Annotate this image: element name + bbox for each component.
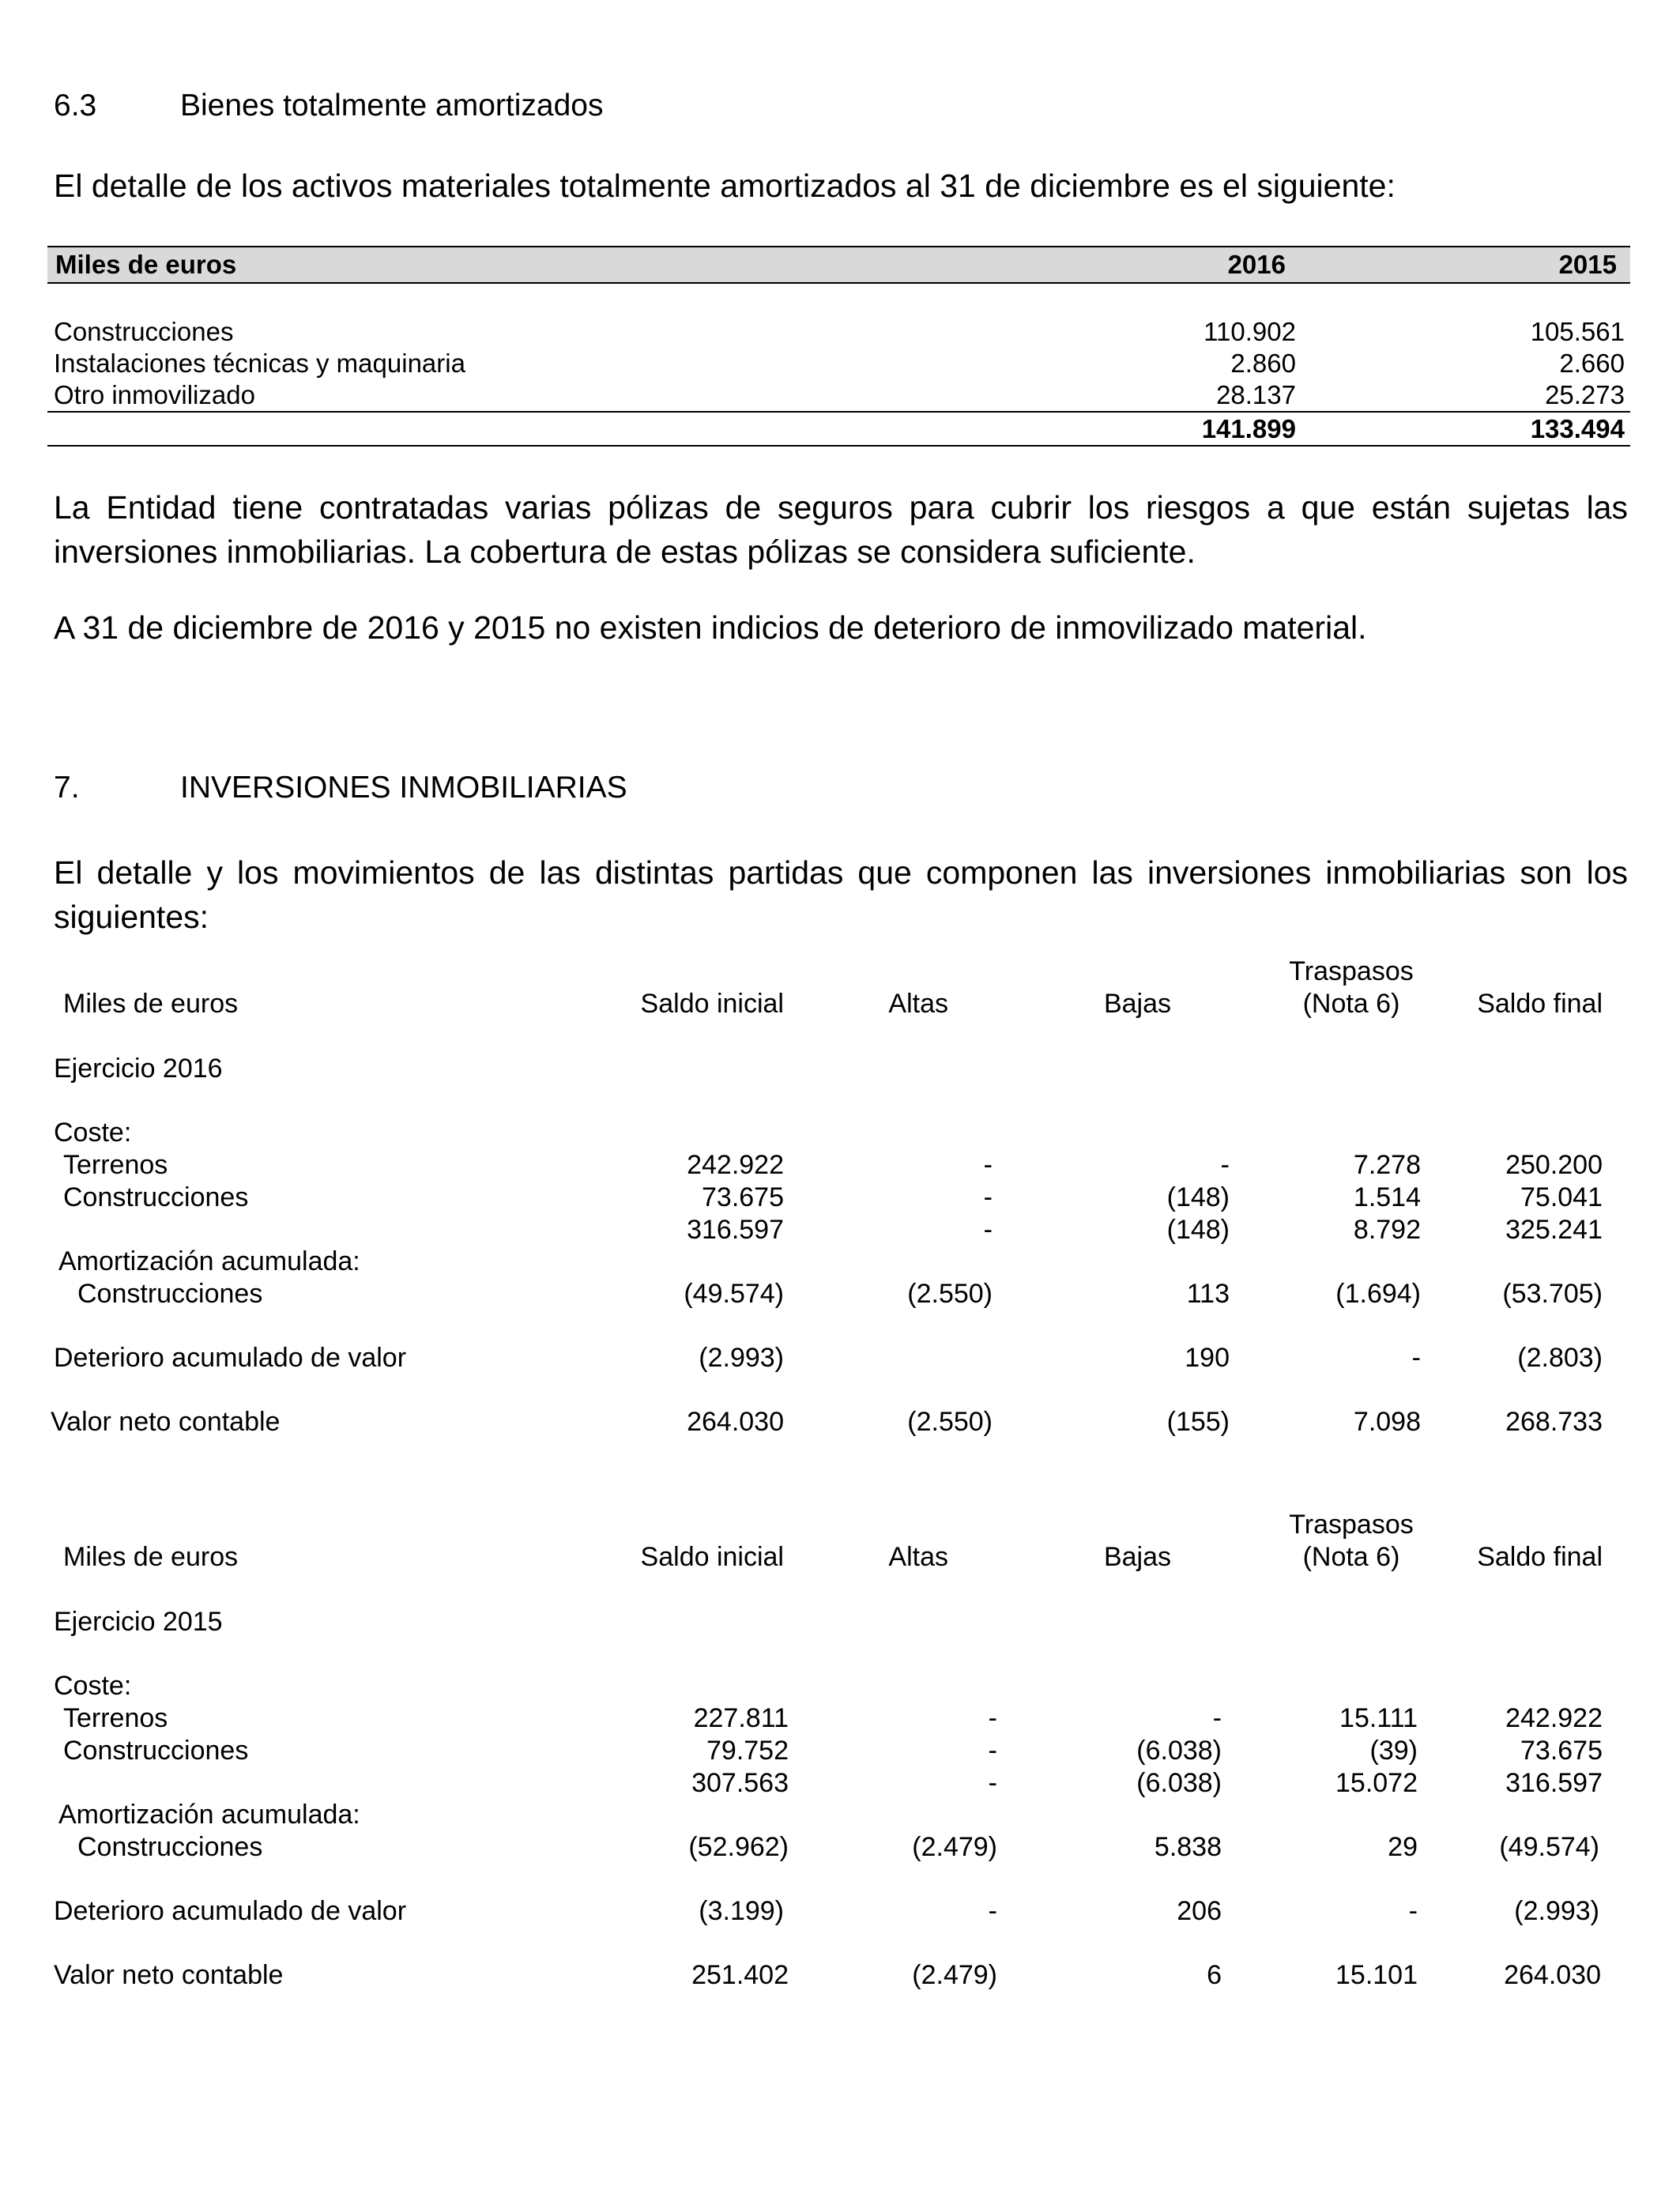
row-label: Terrenos [63, 1150, 168, 1180]
row-label: Terrenos [63, 1703, 168, 1733]
cell-saldo-inicial: 227.811 [693, 1703, 789, 1733]
cell-bajas: 6 [1207, 1960, 1222, 1990]
table-header-band [47, 247, 1630, 283]
row-value-2016: 2.860 [1230, 349, 1296, 378]
cell-saldo-inicial: (49.574) [684, 1279, 784, 1309]
cell-altas: (2.479) [912, 1832, 997, 1862]
row-value-2016: 110.902 [1203, 317, 1296, 346]
cell-saldo-inicial: 316.597 [687, 1215, 784, 1245]
cell-saldo-final: 325.241 [1505, 1215, 1603, 1245]
table-total-rule-top [47, 411, 1630, 413]
cell-saldo-final: 75.041 [1520, 1182, 1603, 1212]
section-7-intro: El detalle y los movimientos de las distintas partidas que componen las inversiones inmobiliarias son los siguientes: [54, 854, 1628, 935]
row-label: Valor neto contable [51, 1407, 281, 1437]
cell-bajas: 206 [1177, 1896, 1222, 1926]
row-label: Instalaciones técnicas y maquinaria [54, 349, 465, 378]
total-2015: 133.494 [1530, 414, 1625, 443]
cell-traspasos: 15.101 [1335, 1960, 1418, 1990]
cell-bajas: (148) [1166, 1182, 1230, 1212]
col-traspasos-line1: Traspasos [1289, 956, 1414, 986]
cell-altas: (2.550) [907, 1407, 993, 1437]
col-bajas: Bajas [1103, 989, 1171, 1019]
col-altas: Altas [888, 989, 948, 1019]
section-number-7: 7. [54, 771, 80, 805]
cell-traspasos: 8.792 [1353, 1215, 1421, 1245]
cell-saldo-final: 242.922 [1505, 1703, 1603, 1733]
cell-saldo-inicial: (3.199) [699, 1896, 784, 1926]
col-traspasos-line2: (Nota 6) [1302, 1542, 1400, 1572]
section-6-3-intro: El detalle de los activos materiales totalmente amortizados al 31 de diciembre es el siguiente: [54, 168, 1396, 204]
cell-bajas: (6.038) [1136, 1768, 1222, 1798]
cell-saldo-inicial: 73.675 [702, 1182, 784, 1212]
cell-traspasos: 15.111 [1339, 1703, 1418, 1733]
cell-bajas: 113 [1186, 1279, 1230, 1309]
paragraph-seguros: La Entidad tiene contratadas varias pólizas de seguros para cubrir los riesgos a que están sujetas las inversiones inmobiliarias. La cobertura de estas pólizas se considera suficiente. [54, 489, 1628, 570]
table-header-2015: 2015 [1558, 250, 1617, 279]
amortizacion-label: Amortización acumulada: [58, 1246, 360, 1276]
total-2016: 141.899 [1201, 414, 1296, 443]
cell-saldo-final: 73.675 [1520, 1736, 1603, 1766]
section-title-7: INVERSIONES INMOBILIARIAS [180, 771, 627, 805]
col-traspasos-line1: Traspasos [1289, 1510, 1414, 1540]
cell-traspasos: 7.278 [1353, 1150, 1421, 1180]
row-label: Construcciones [54, 317, 234, 346]
cell-altas: - [983, 1150, 993, 1180]
cell-saldo-final: (2.993) [1514, 1896, 1599, 1926]
cell-bajas: (155) [1166, 1407, 1230, 1437]
cell-saldo-inicial: (52.962) [688, 1832, 789, 1862]
table-header-2016: 2016 [1227, 250, 1286, 279]
cell-saldo-inicial: 264.030 [687, 1407, 784, 1437]
section-number-6-3: 6.3 [54, 89, 97, 123]
row-label: Otro inmovilizado [54, 380, 255, 409]
row-label: Construcciones [63, 1182, 249, 1212]
col-label: Miles de euros [63, 989, 239, 1019]
cell-altas: (2.550) [907, 1279, 993, 1309]
table-header-label: Miles de euros [55, 250, 237, 279]
cell-altas: - [988, 1896, 997, 1926]
col-bajas: Bajas [1103, 1542, 1171, 1572]
cell-saldo-inicial: (2.993) [699, 1343, 784, 1373]
ejercicio-label: Ejercicio 2015 [54, 1607, 223, 1637]
cell-saldo-inicial: 79.752 [706, 1736, 789, 1766]
section-title-6-3: Bienes totalmente amortizados [180, 89, 604, 123]
row-label: Deterioro acumulado de valor [54, 1896, 407, 1926]
col-saldo-final: Saldo final [1477, 989, 1603, 1019]
row-value-2015: 2.660 [1559, 349, 1625, 378]
cell-saldo-inicial: 242.922 [687, 1150, 784, 1180]
cell-bajas: - [1220, 1150, 1230, 1180]
coste-label: Coste: [54, 1671, 132, 1701]
cell-bajas: 5.838 [1154, 1832, 1222, 1862]
table-header-rule [47, 282, 1630, 284]
row-value-2016: 28.137 [1216, 380, 1296, 409]
table-total-rule-bottom [47, 445, 1630, 447]
ejercicio-label: Ejercicio 2016 [54, 1054, 223, 1084]
cell-bajas: (148) [1166, 1215, 1230, 1245]
cell-saldo-final: (49.574) [1499, 1832, 1599, 1862]
cell-saldo-final: 250.200 [1505, 1150, 1603, 1180]
cell-traspasos: (39) [1369, 1736, 1418, 1766]
col-traspasos-line2: (Nota 6) [1302, 989, 1400, 1019]
row-value-2015: 105.561 [1530, 317, 1625, 346]
row-label: Construcciones [77, 1832, 263, 1862]
cell-traspasos: 29 [1388, 1832, 1418, 1862]
row-label: Construcciones [63, 1736, 249, 1766]
cell-altas: - [983, 1215, 993, 1245]
col-saldo-inicial: Saldo inicial [640, 989, 784, 1019]
cell-saldo-final: 264.030 [1504, 1960, 1601, 1990]
col-label: Miles de euros [63, 1542, 239, 1572]
cell-altas: - [988, 1768, 997, 1798]
cell-traspasos: 1.514 [1353, 1182, 1421, 1212]
cell-altas: (2.479) [912, 1960, 997, 1990]
cell-saldo-inicial: 251.402 [691, 1960, 789, 1990]
cell-altas: - [983, 1182, 993, 1212]
cell-saldo-inicial: 307.563 [691, 1768, 789, 1798]
col-saldo-inicial: Saldo inicial [640, 1542, 784, 1572]
row-label: Valor neto contable [54, 1960, 284, 1990]
row-label: Construcciones [77, 1279, 263, 1309]
cell-saldo-final: (2.803) [1517, 1343, 1603, 1373]
coste-label: Coste: [54, 1118, 132, 1148]
cell-altas: - [988, 1703, 997, 1733]
cell-traspasos: - [1411, 1343, 1421, 1373]
cell-saldo-final: 268.733 [1505, 1407, 1603, 1437]
cell-traspasos: - [1408, 1896, 1418, 1926]
cell-bajas: - [1212, 1703, 1222, 1733]
col-saldo-final: Saldo final [1477, 1542, 1603, 1572]
cell-saldo-final: (53.705) [1502, 1279, 1603, 1309]
cell-traspasos: (1.694) [1335, 1279, 1421, 1309]
row-value-2015: 25.273 [1545, 380, 1625, 409]
col-altas: Altas [888, 1542, 948, 1572]
cell-bajas: (6.038) [1136, 1736, 1222, 1766]
cell-saldo-final: 316.597 [1505, 1768, 1603, 1798]
row-label: Deterioro acumulado de valor [54, 1343, 407, 1373]
amortizacion-label: Amortización acumulada: [58, 1800, 360, 1830]
cell-traspasos: 15.072 [1335, 1768, 1418, 1798]
cell-altas: - [988, 1736, 997, 1766]
table-top-rule [47, 246, 1630, 247]
cell-traspasos: 7.098 [1353, 1407, 1421, 1437]
paragraph-deterioro: A 31 de diciembre de 2016 y 2015 no existen indicios de deterioro de inmovilizado material. [54, 609, 1367, 646]
cell-bajas: 190 [1185, 1343, 1230, 1373]
